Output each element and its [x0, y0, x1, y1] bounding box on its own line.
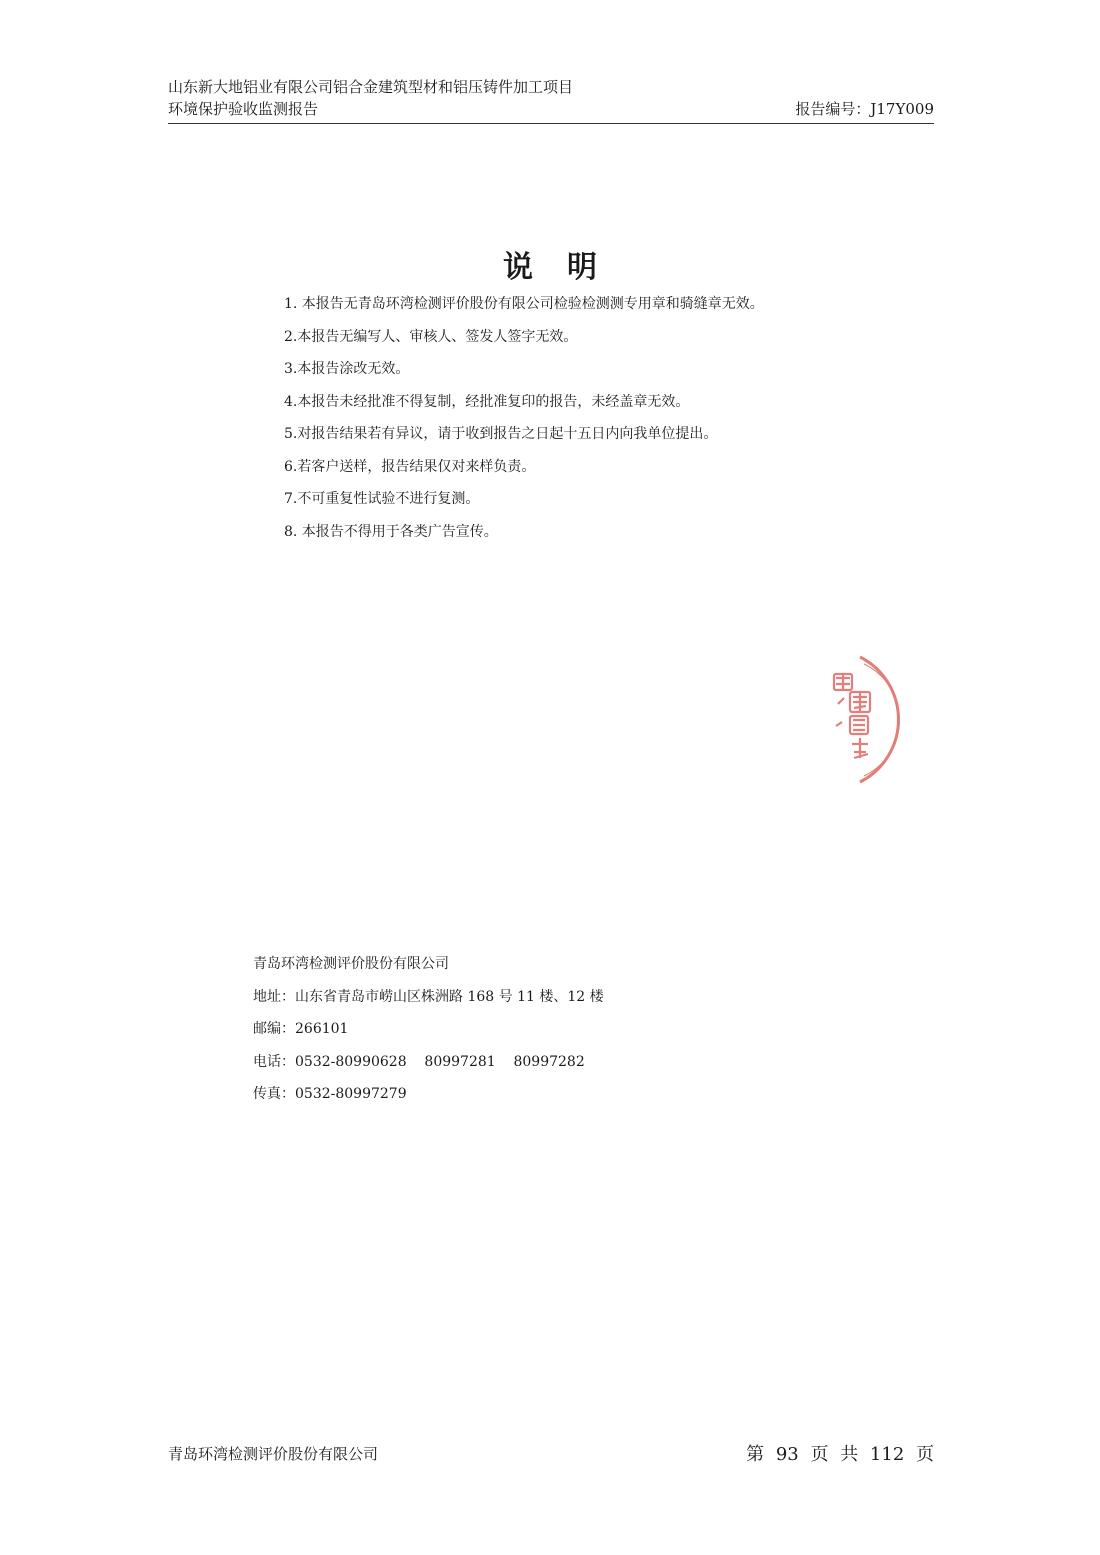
header-divider	[168, 123, 934, 124]
note-item: 4.本报告未经批准不得复制，经批准复印的报告，未经盖章无效。	[284, 393, 690, 410]
page-footer	[168, 1440, 934, 1466]
note-item: 6.若客户送样，报告结果仅对来样负责。	[284, 458, 536, 475]
header-row	[168, 98, 934, 120]
page-header	[168, 76, 934, 120]
note-item: 5.对报告结果若有异议，请于收到报告之日起十五日内向我单位提出。	[284, 426, 718, 442]
contact-postcode: 邮编：266101	[253, 1021, 349, 1037]
contact-address: 地址：山东省青岛市崂山区株洲路 168 号 11 楼、12 楼	[253, 988, 604, 1005]
contact-phone: 电话：0532-80990628 80997281 80997282	[253, 1053, 585, 1070]
footer-company: 青岛环湾检测评价股份有限公司	[168, 1444, 379, 1463]
report-type: 环境保护验收监测报告	[168, 100, 319, 118]
seal-stamp-icon	[820, 652, 910, 787]
note-item: 7.不可重复性试验不进行复测。	[284, 491, 480, 507]
contact-company: 青岛环湾检测评价股份有限公司	[253, 956, 449, 972]
note-item: 3.本报告涂改无效。	[284, 361, 410, 377]
note-item: 1. 本报告无青岛环湾检测评价股份有限公司检验检测测专用章和骑缝章无效。	[284, 296, 764, 312]
note-item: 8. 本报告不得用于各类广告宣传。	[284, 523, 498, 540]
note-item: 2.本报告无编写人、审核人、签发人签字无效。	[284, 328, 578, 345]
project-title: 山东新大地铝业有限公司铝合金建筑型材和铝压铸件加工项目	[168, 78, 574, 96]
contact-block	[253, 952, 853, 1115]
page-title: 说明	[503, 250, 631, 285]
notes-list	[284, 292, 924, 552]
page-number: 第 93 页 共 112 页	[746, 1444, 934, 1465]
contact-fax: 传真：0532-80997279	[253, 1086, 407, 1102]
report-number: 报告编号：J17Y009	[795, 100, 934, 118]
